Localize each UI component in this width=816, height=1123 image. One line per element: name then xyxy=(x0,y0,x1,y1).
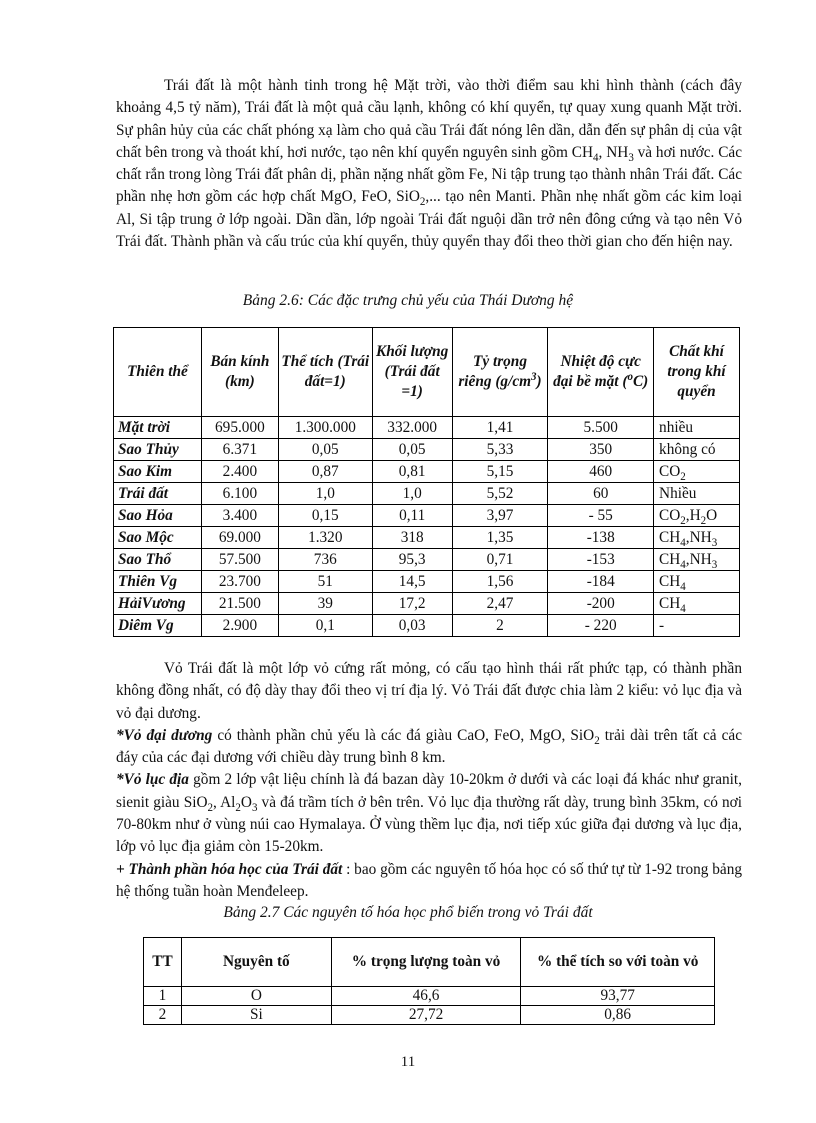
table1-row xyxy=(114,615,740,637)
solar-system-table xyxy=(113,327,740,637)
radius-cell: 69.000 xyxy=(201,527,278,549)
density-cell: 1,56 xyxy=(452,571,548,593)
mass-cell: 14,5 xyxy=(372,571,452,593)
temp-cell: - 220 xyxy=(548,615,654,637)
table1-row xyxy=(114,527,740,549)
header-max-temp: Nhiệt độ cực đại bề mặt ($^o$C) xyxy=(548,328,654,417)
mass-cell: 95,3 xyxy=(372,549,452,571)
element-cell: Si xyxy=(181,1006,331,1025)
body-name-cell: Sao Kim xyxy=(114,461,202,483)
body-name-cell: Sao Thổ xyxy=(114,549,202,571)
body-name-cell: Trái đất xyxy=(114,483,202,505)
volume-cell: 0,87 xyxy=(278,461,372,483)
volume-cell: 51 xyxy=(278,571,372,593)
weight-percent-cell: 27,72 xyxy=(331,1006,521,1025)
volume-cell: 0,05 xyxy=(278,439,372,461)
table1-row xyxy=(114,417,740,439)
body-name-cell: Sao Mộc xyxy=(114,527,202,549)
chemical-composition-paragraph: + Thành phần hóa học của Trái đất : bao gồm các nguyên tố hóa học có số thứ tự từ 1-92 trong bảng hệ thống tuần hoàn Menđeleep. xyxy=(116,860,742,900)
mass-cell: 17,2 xyxy=(372,593,452,615)
gas-cell: nhiều xyxy=(654,417,740,439)
index-cell: 1 xyxy=(144,987,182,1006)
table1-row xyxy=(114,439,740,461)
table2-row xyxy=(144,1006,715,1025)
body-name-cell: Sao Hỏa xyxy=(114,505,202,527)
intro-paragraph: Trái đất là một hành tinh trong hệ Mặt trời, vào thời điểm sau khi hình thành (cách đây khoảng 4,5 tỷ năm), Trái đất là một quả cầu lạnh, không có khí quyển, tự quay xung quanh Mặt trời. Sự phân hủy của các chất phóng xạ làm cho quả cầu Trái đất nóng lên dần, dẫn đến sự phân dị của vật chất bên trong và thoát khí, hơi nước, tạo nên khí quyển nguyên sinh gồm $CH_4$, $NH_3$ và hơi nước. Các chất rắn trong lòng Trái đất phân dị, phần nặng nhất gồm Fe, Ni tập trung tạo thành nhân Trái đất. Các phần nhẹ hơn gồm các hợp chất MgO, FeO, SiO$_2$,... tạo nên Manti. Phần nhẹ nhất gồm các kim loại Al, Si tập trung ở lớp ngoài. Dần dần, lớp ngoài Trái đất nguội dần trở nên đông cứng và tạo nên Vỏ Trái đất. Thành phần và cấu trúc của khí quyển, thủy quyển thay đổi theo thời gian cho đến hiện nay. xyxy=(116,77,742,251)
continental-crust-label: *Vỏ lục địa xyxy=(116,771,189,789)
header-index: TT xyxy=(144,938,182,987)
mass-cell: 0,05 xyxy=(372,439,452,461)
radius-cell: 6.100 xyxy=(201,483,278,505)
oceanic-crust-label: *Vỏ đại dương xyxy=(116,726,213,744)
header-density: Tỷ trọng riêng $(g/cm^3)$ xyxy=(452,328,548,417)
table2-caption: Bảng 2.7 Các nguyên tố hóa học phổ biến trong vỏ Trái đất xyxy=(223,904,593,921)
density-cell: 2 xyxy=(452,615,548,637)
gas-cell: $CH_4$ xyxy=(654,593,740,615)
mass-cell: 1,0 xyxy=(372,483,452,505)
mass-cell: 318 xyxy=(372,527,452,549)
table1-row xyxy=(114,549,740,571)
volume-cell: 736 xyxy=(278,549,372,571)
volume-percent-cell: 0,86 xyxy=(521,1006,715,1025)
table1-caption: Bảng 2.6: Các đặc trưng chủ yếu của Thái Dương hệ xyxy=(242,292,574,309)
mass-cell: 332.000 xyxy=(372,417,452,439)
chemical-composition-label: + Thành phần hóa học của Trái đất xyxy=(116,860,343,878)
continental-crust-paragraph: *Vỏ lục địa gồm 2 lớp vật liệu chính là đá bazan dày 10-20km ở dưới và các loại đá khác như granit, sienit giàu SiO$_2$, $Al_2O_3$ và đá trầm tích ở bên trên. Vỏ lục địa thường rất dày, trung bình 35km, có nơi 70-80km như ở vùng núi cao Hymalaya. Ở vùng thềm lục địa, nơi tiếp xúc giữa đại dương và lục địa, lớp vỏ lục địa giảm còn 15-20km. xyxy=(116,771,742,856)
density-cell: 5,33 xyxy=(452,439,548,461)
table1-row xyxy=(114,505,740,527)
radius-cell: 57.500 xyxy=(201,549,278,571)
radius-cell: 2.400 xyxy=(201,461,278,483)
volume-cell: 0,15 xyxy=(278,505,372,527)
gas-cell: - xyxy=(654,615,740,637)
temp-cell: -200 xyxy=(548,593,654,615)
header-mass: Khối lượng (Trái đất =1) xyxy=(372,328,452,417)
mass-cell: 0,03 xyxy=(372,615,452,637)
gas-cell: $CH_4$ xyxy=(654,571,740,593)
body-name-cell: Thiên Vg xyxy=(114,571,202,593)
temp-cell: -138 xyxy=(548,527,654,549)
density-cell: 2,47 xyxy=(452,593,548,615)
temp-cell: -153 xyxy=(548,549,654,571)
elements-table xyxy=(143,937,715,1025)
density-cell: 3,97 xyxy=(452,505,548,527)
gas-cell: không có xyxy=(654,439,740,461)
header-celestial-body: Thiên thể xyxy=(114,328,202,417)
volume-percent-cell: 93,77 xyxy=(521,987,715,1006)
body-name-cell: HảiVương xyxy=(114,593,202,615)
oceanic-crust-paragraph: *Vỏ đại dương có thành phần chủ yếu là các đá giàu CaO, FeO, MgO, SiO$_2$ trải dài trên tất cả các đáy của các đại dương với chiều dày trung bình 8 km. xyxy=(116,726,742,767)
gas-cell: $CH_4,NH_3$ xyxy=(654,549,740,571)
volume-cell: 1.320 xyxy=(278,527,372,549)
temp-cell: 5.500 xyxy=(548,417,654,439)
header-element: Nguyên tố xyxy=(181,938,331,987)
radius-cell: 23.700 xyxy=(201,571,278,593)
header-volume: Thể tích (Trái đất=1) xyxy=(278,328,372,417)
mass-cell: 0,81 xyxy=(372,461,452,483)
gas-cell: $CO_2$ xyxy=(654,461,740,483)
table1-row xyxy=(114,483,740,505)
table1-row xyxy=(114,571,740,593)
gas-cell: Nhiều xyxy=(654,483,740,505)
radius-cell: 3.400 xyxy=(201,505,278,527)
density-cell: 0,71 xyxy=(452,549,548,571)
table1-header-row xyxy=(114,328,740,417)
page-number: 11 xyxy=(400,1054,416,1070)
radius-cell: 6.371 xyxy=(201,439,278,461)
mass-cell: 0,11 xyxy=(372,505,452,527)
temp-cell: 460 xyxy=(548,461,654,483)
table2-header-row xyxy=(144,938,715,987)
weight-percent-cell: 46,6 xyxy=(331,987,521,1006)
volume-cell: 0,1 xyxy=(278,615,372,637)
density-cell: 1,41 xyxy=(452,417,548,439)
table1-row xyxy=(114,593,740,615)
header-volume-percent: % thể tích so với toàn vỏ xyxy=(521,938,715,987)
header-atmosphere-gas: Chất khí trong khí quyển xyxy=(654,328,740,417)
body-name-cell: Mặt trời xyxy=(114,417,202,439)
temp-cell: -184 xyxy=(548,571,654,593)
volume-cell: 1.300.000 xyxy=(278,417,372,439)
table2-row xyxy=(144,987,715,1006)
gas-cell: $CH_4,NH_3$ xyxy=(654,527,740,549)
body-name-cell: Sao Thủy xyxy=(114,439,202,461)
element-cell: O xyxy=(181,987,331,1006)
radius-cell: 21.500 xyxy=(201,593,278,615)
density-cell: 5,15 xyxy=(452,461,548,483)
density-cell: 5,52 xyxy=(452,483,548,505)
header-radius: Bán kính (km) xyxy=(201,328,278,417)
volume-cell: 39 xyxy=(278,593,372,615)
temp-cell: 60 xyxy=(548,483,654,505)
crust-section xyxy=(116,658,742,903)
density-cell: 1,35 xyxy=(452,527,548,549)
index-cell: 2 xyxy=(144,1006,182,1025)
body-name-cell: Diêm Vg xyxy=(114,615,202,637)
radius-cell: 695.000 xyxy=(201,417,278,439)
crust-intro-paragraph: Vỏ Trái đất là một lớp vỏ cứng rất mỏng, có cấu tạo hình thái rất phức tạp, có thành phần không đồng nhất, có độ dày thay đổi theo vị trí địa lý. Vỏ Trái đất được chia làm 2 kiểu: vỏ lục địa và vỏ đại dương. xyxy=(116,660,742,722)
radius-cell: 2.900 xyxy=(201,615,278,637)
table1-row xyxy=(114,461,740,483)
temp-cell: - 55 xyxy=(548,505,654,527)
volume-cell: 1,0 xyxy=(278,483,372,505)
gas-cell: $CO_2,H_2O$ xyxy=(654,505,740,527)
header-weight-percent: % trọng lượng toàn vỏ xyxy=(331,938,521,987)
temp-cell: 350 xyxy=(548,439,654,461)
